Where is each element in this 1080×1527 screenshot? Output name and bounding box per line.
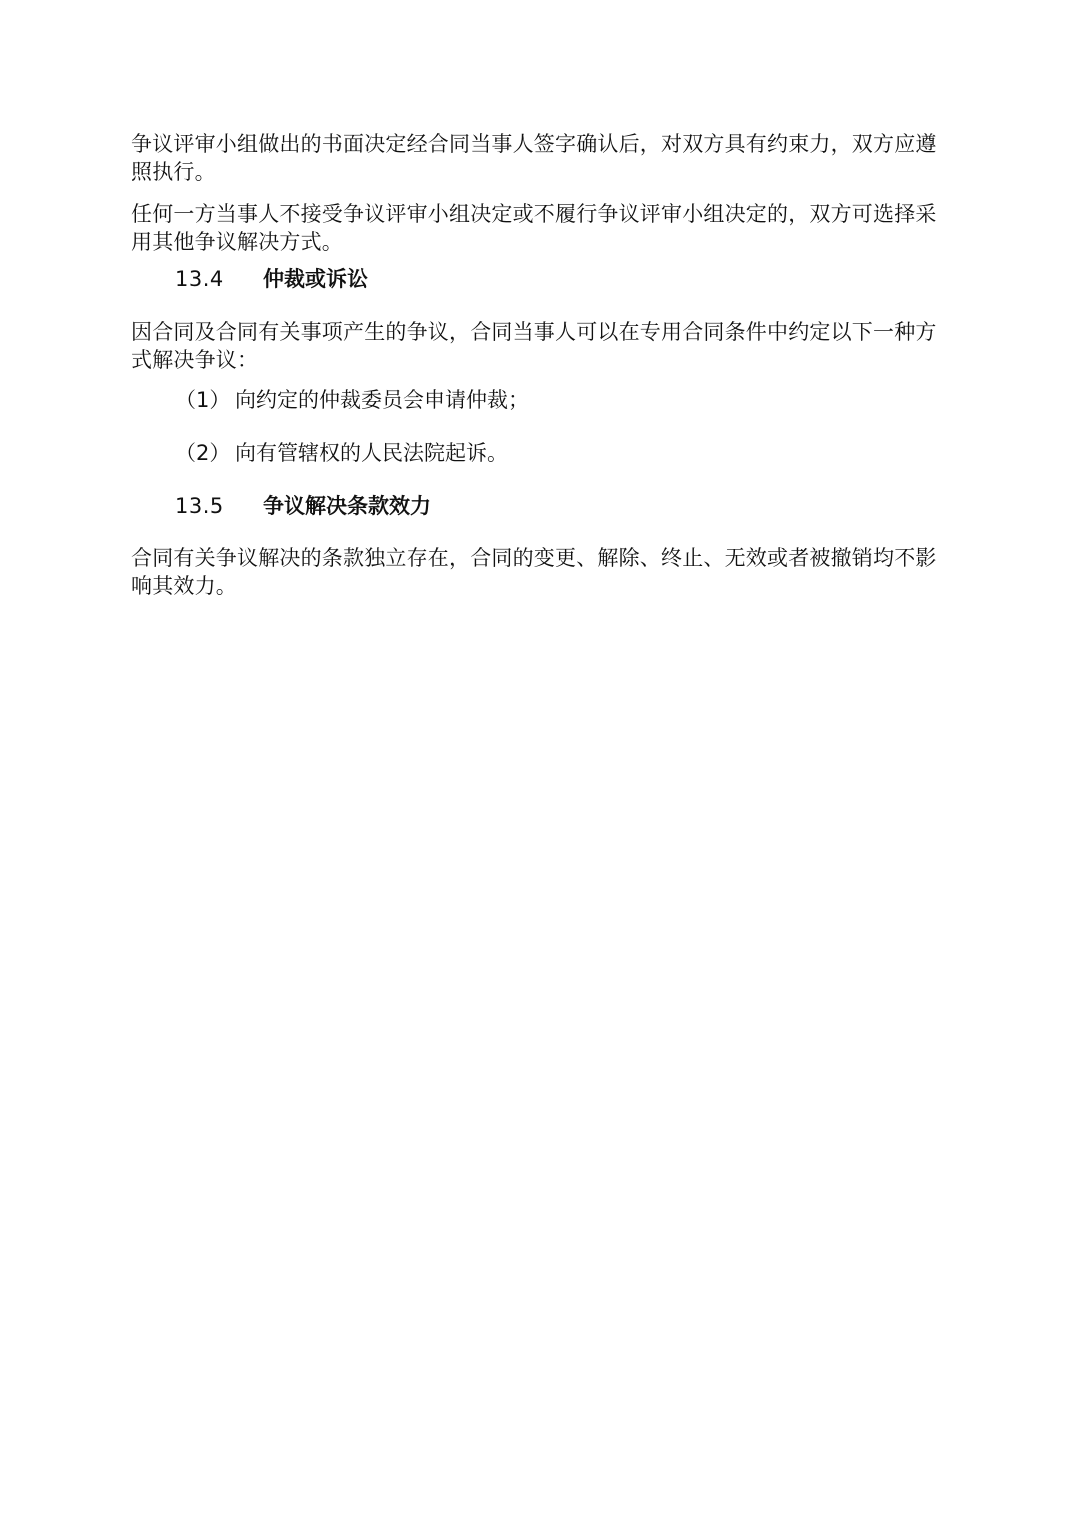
paragraph-arbitration-or-litigation: 因合同及合同有关事项产生的争议，合同当事人可以在专用合同条件中约定以下一种方式解决争议： xyxy=(131,320,937,372)
list-item-marker: （1） xyxy=(175,388,231,412)
section-heading-13-4 xyxy=(175,265,368,293)
section-title: 争议解决条款效力 xyxy=(263,494,431,518)
list-item-text: 向约定的仲裁委员会申请仲裁； xyxy=(235,388,529,412)
paragraph-review-decision-binding: 争议评审小组做出的书面决定经合同当事人签字确认后，对双方具有约束力，双方应遵照执行。 xyxy=(131,132,937,184)
paragraph-other-dispute-methods: 任何一方当事人不接受争议评审小组决定或不履行争议评审小组决定的，双方可选择采用其他争议解决方式。 xyxy=(131,202,937,254)
list-item xyxy=(175,439,508,467)
list-item-marker: （2） xyxy=(175,441,231,465)
paragraph-clause-independence: 合同有关争议解决的条款独立存在，合同的变更、解除、终止、无效或者被撤销均不影响其效力。 xyxy=(131,546,937,598)
section-number: 13.4 xyxy=(175,267,224,291)
section-heading-13-5 xyxy=(175,492,431,520)
list-item-text: 向有管辖权的人民法院起诉。 xyxy=(235,441,508,465)
section-title: 仲裁或诉讼 xyxy=(263,267,368,291)
section-number: 13.5 xyxy=(175,494,224,518)
list-item xyxy=(175,386,529,414)
